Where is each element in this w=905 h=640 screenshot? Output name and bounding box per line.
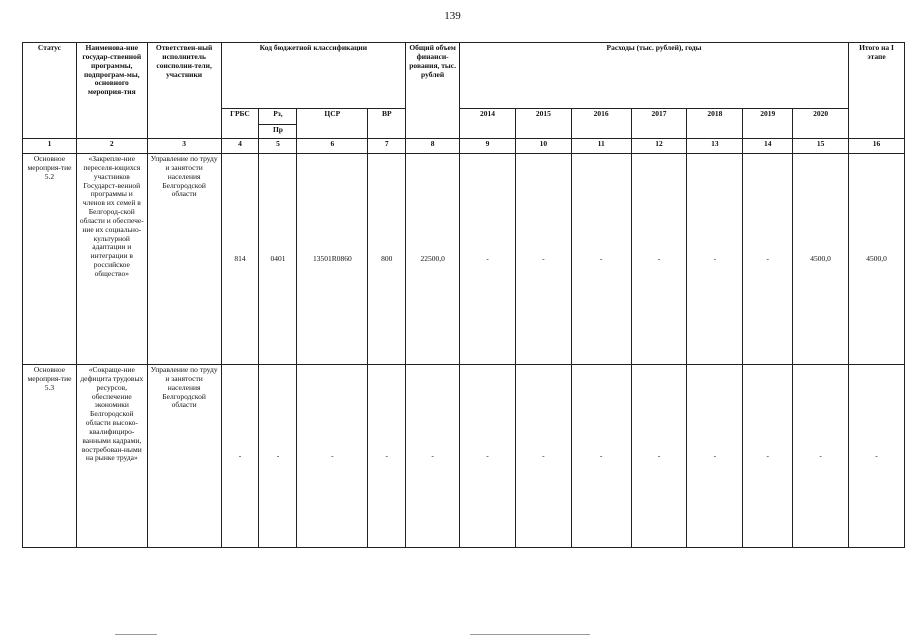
column-number-11: 11 [571, 139, 631, 154]
row-year-2016: - [571, 154, 631, 365]
header-year-2020: 2020 [793, 109, 849, 139]
header-status: Статус [23, 43, 77, 139]
row-program-text: «Сокраще-ние дефицита трудовых ресурсов, обеспечение экономики Белгородской области высоко-квалифициро-ванными кадрами, востребован-ными на рынке труда» [80, 365, 144, 463]
column-number-5: 5 [259, 139, 297, 154]
row-program-text: «Закрепле-ние переселя-ющихся участников Государст-венной программы и членов их семей в Белгород-ской области и обеспече-ние их социально-культурной адаптации и интеграции в российское общество» [79, 154, 144, 278]
header-vr: ВР [368, 109, 406, 139]
row-vr: - [368, 365, 406, 548]
header-year-2017: 2017 [631, 109, 687, 139]
row-year-2016: - [571, 365, 631, 548]
header-program [76, 43, 147, 139]
column-number-14: 14 [743, 139, 793, 154]
column-number-16: 16 [849, 139, 905, 154]
header-total-volume [406, 43, 460, 139]
column-number-15: 15 [793, 139, 849, 154]
row-year-2020: 4500,0 [793, 154, 849, 365]
row-year-2017: - [631, 154, 687, 365]
header-program-text: Наименова-ние государ-ственной программы, подпрограм-мы, основного мероприя-тия [82, 43, 142, 97]
row-status: Основное мероприя-тие 5.2 [23, 154, 77, 365]
header-stage-total: Итого на I этапе [849, 43, 905, 139]
row-grbs: - [221, 365, 259, 548]
header-pr: Пр [259, 125, 297, 139]
row-total: 22500,0 [406, 154, 460, 365]
scan-mark-bottom-right [470, 634, 590, 635]
column-number-4: 4 [221, 139, 259, 154]
row-responsible: Управление по труду и занятости населения Белгородской области [147, 365, 221, 548]
row-year-2019: - [743, 154, 793, 365]
column-number-9: 9 [460, 139, 516, 154]
header-grbs: ГРБС [221, 109, 259, 139]
header-total-volume-text: Общий объем финанси-рования, тыс. рублей [409, 43, 456, 79]
column-number-7: 7 [368, 139, 406, 154]
column-number-6: 6 [297, 139, 368, 154]
header-responsible [147, 43, 221, 139]
row-program-name [76, 154, 147, 365]
header-rz: Рз, [259, 109, 297, 125]
row-total: - [406, 365, 460, 548]
row-status: Основное мероприя-тие 5.3 [23, 365, 77, 548]
row-year-2015: - [515, 365, 571, 548]
row-year-2020: - [793, 365, 849, 548]
row-responsible: Управление по труду и занятости населения Белгородской области [147, 154, 221, 365]
header-responsible-text: Ответствен-ный исполнитель соисполни-тели, участники [155, 43, 213, 79]
table-row [23, 154, 905, 365]
column-number-13: 13 [687, 139, 743, 154]
header-year-2015: 2015 [515, 109, 571, 139]
row-year-2015: - [515, 154, 571, 365]
row-year-2017: - [631, 365, 687, 548]
header-csr: ЦСР [297, 109, 368, 139]
row-year-2014: - [460, 154, 516, 365]
column-number-2: 2 [76, 139, 147, 154]
header-year-2014: 2014 [460, 109, 516, 139]
row-stage-total: - [849, 365, 905, 548]
row-csr: - [297, 365, 368, 548]
table-row [23, 365, 905, 548]
row-csr: 13501R0860 [297, 154, 368, 365]
column-number-1: 1 [23, 139, 77, 154]
row-year-2019: - [743, 365, 793, 548]
column-number-3: 3 [147, 139, 221, 154]
row-program-name [76, 365, 147, 548]
scan-mark-bottom-left [115, 634, 157, 635]
row-rzpr: 0401 [259, 154, 297, 365]
column-number-10: 10 [515, 139, 571, 154]
header-year-2019: 2019 [743, 109, 793, 139]
row-year-2018: - [687, 365, 743, 548]
budget-table [22, 42, 905, 548]
row-year-2018: - [687, 154, 743, 365]
row-rzpr: - [259, 365, 297, 548]
row-stage-total: 4500,0 [849, 154, 905, 365]
column-number-8: 8 [406, 139, 460, 154]
row-year-2014: - [460, 365, 516, 548]
row-grbs: 814 [221, 154, 259, 365]
header-year-2018: 2018 [687, 109, 743, 139]
page-number: 139 [444, 10, 461, 22]
header-budget-code: Код бюджетной классификации [221, 43, 406, 109]
header-year-2016: 2016 [571, 109, 631, 139]
header-expenses: Расходы (тыс. рублей), годы [460, 43, 849, 109]
column-number-12: 12 [631, 139, 687, 154]
row-vr: 800 [368, 154, 406, 365]
